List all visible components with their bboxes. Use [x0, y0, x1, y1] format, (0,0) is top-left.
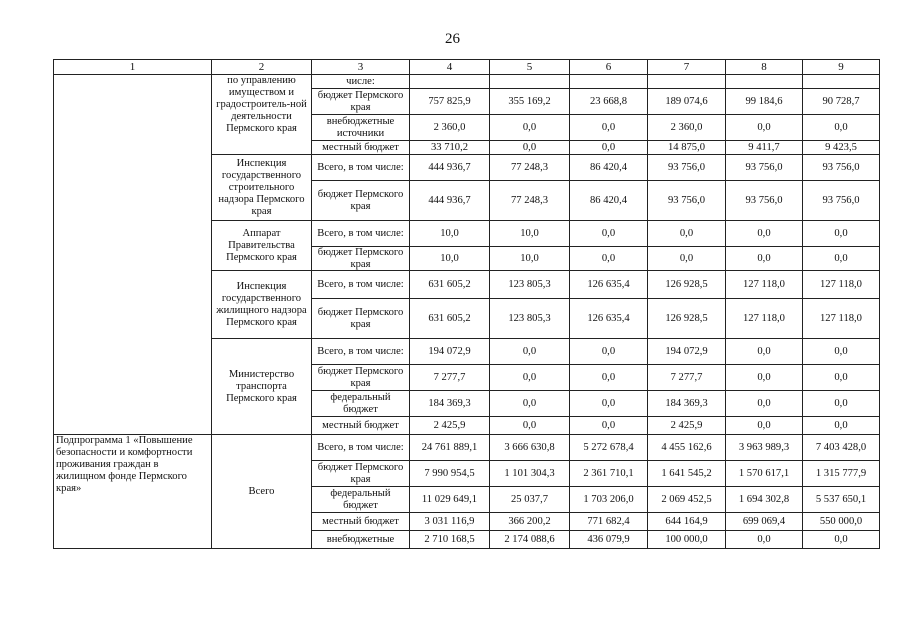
value-cell: 0,0 — [490, 365, 570, 391]
value-cell: 2 069 452,5 — [648, 487, 726, 513]
value-cell: 2 710 168,5 — [410, 531, 490, 549]
value-cell: 0,0 — [490, 115, 570, 141]
value-cell: 0,0 — [803, 115, 880, 141]
value-cell: 3 666 630,8 — [490, 435, 570, 461]
value-cell: 444 936,7 — [410, 155, 490, 181]
value-cell: 1 570 617,1 — [726, 461, 803, 487]
executor-cell: по управлению имуществом и градостроитель-ной деятельности Пермского края — [212, 75, 312, 155]
value-cell: 0,0 — [803, 247, 880, 271]
value-cell — [570, 75, 648, 89]
value-cell: 0,0 — [570, 417, 648, 435]
value-cell: 194 072,9 — [410, 339, 490, 365]
value-cell: 0,0 — [803, 417, 880, 435]
value-cell: 0,0 — [726, 247, 803, 271]
value-cell: 25 037,7 — [490, 487, 570, 513]
value-cell: 0,0 — [648, 247, 726, 271]
source-label: числе: — [312, 75, 410, 89]
value-cell: 2 360,0 — [410, 115, 490, 141]
value-cell: 184 369,3 — [410, 391, 490, 417]
column-header: 1 — [54, 60, 212, 75]
source-label: местный бюджет — [312, 417, 410, 435]
value-cell: 93 756,0 — [803, 155, 880, 181]
value-cell: 0,0 — [490, 391, 570, 417]
value-cell — [490, 75, 570, 89]
value-cell: 93 756,0 — [648, 181, 726, 221]
page-number: 26 — [445, 31, 460, 47]
value-cell: 0,0 — [803, 221, 880, 247]
value-cell: 5 537 650,1 — [803, 487, 880, 513]
source-label: Всего, в том числе: — [312, 221, 410, 247]
value-cell: 10,0 — [410, 221, 490, 247]
executor-cell: Инспекция государственного строительного надзора Пермского края — [212, 155, 312, 221]
value-cell: 0,0 — [726, 221, 803, 247]
value-cell — [648, 75, 726, 89]
value-cell: 123 805,3 — [490, 299, 570, 339]
value-cell: 0,0 — [726, 531, 803, 549]
value-cell: 1 703 206,0 — [570, 487, 648, 513]
value-cell: 0,0 — [570, 247, 648, 271]
value-cell: 189 074,6 — [648, 89, 726, 115]
value-cell: 2 360,0 — [648, 115, 726, 141]
value-cell — [726, 75, 803, 89]
value-cell — [803, 75, 880, 89]
value-cell: 0,0 — [726, 339, 803, 365]
value-cell: 14 875,0 — [648, 141, 726, 155]
value-cell: 444 936,7 — [410, 181, 490, 221]
source-label: местный бюджет — [312, 513, 410, 531]
source-label: федеральный бюджет — [312, 487, 410, 513]
value-cell: 0,0 — [648, 221, 726, 247]
value-cell: 99 184,6 — [726, 89, 803, 115]
value-cell: 2 425,9 — [410, 417, 490, 435]
value-cell: 699 069,4 — [726, 513, 803, 531]
value-cell: 0,0 — [803, 365, 880, 391]
executor-cell: Аппарат Правительства Пермского края — [212, 221, 312, 271]
value-cell: 127 118,0 — [726, 271, 803, 299]
value-cell: 0,0 — [803, 391, 880, 417]
value-cell: 644 164,9 — [648, 513, 726, 531]
value-cell: 0,0 — [726, 417, 803, 435]
source-label: бюджет Пермского края — [312, 181, 410, 221]
value-cell: 2 425,9 — [648, 417, 726, 435]
value-cell: 0,0 — [490, 339, 570, 365]
column-header: 4 — [410, 60, 490, 75]
value-cell: 1 315 777,9 — [803, 461, 880, 487]
value-cell: 0,0 — [803, 531, 880, 549]
value-cell: 0,0 — [570, 365, 648, 391]
value-cell: 771 682,4 — [570, 513, 648, 531]
program-cell: Подпрограмма 1 «Повышение безопасности и комфортности проживания граждан в жилищном фонде Пермского края» — [54, 435, 212, 549]
value-cell: 127 118,0 — [726, 299, 803, 339]
value-cell: 194 072,9 — [648, 339, 726, 365]
source-label: федеральный бюджет — [312, 391, 410, 417]
value-cell: 0,0 — [490, 417, 570, 435]
value-cell: 77 248,3 — [490, 155, 570, 181]
value-cell: 86 420,4 — [570, 181, 648, 221]
value-cell: 3 963 989,3 — [726, 435, 803, 461]
value-cell: 631 605,2 — [410, 299, 490, 339]
value-cell: 10,0 — [410, 247, 490, 271]
value-cell: 4 455 162,6 — [648, 435, 726, 461]
value-cell: 0,0 — [570, 141, 648, 155]
value-cell — [410, 75, 490, 89]
source-label: Всего, в том числе: — [312, 155, 410, 181]
value-cell: 127 118,0 — [803, 299, 880, 339]
value-cell: 550 000,0 — [803, 513, 880, 531]
source-label: Всего, в том числе: — [312, 435, 410, 461]
value-cell: 1 101 304,3 — [490, 461, 570, 487]
value-cell: 0,0 — [726, 365, 803, 391]
value-cell: 436 079,9 — [570, 531, 648, 549]
column-header: 9 — [803, 60, 880, 75]
value-cell: 10,0 — [490, 247, 570, 271]
value-cell: 7 277,7 — [410, 365, 490, 391]
value-cell: 11 029 649,1 — [410, 487, 490, 513]
value-cell: 100 000,0 — [648, 531, 726, 549]
value-cell: 366 200,2 — [490, 513, 570, 531]
value-cell: 90 728,7 — [803, 89, 880, 115]
value-cell: 0,0 — [570, 391, 648, 417]
column-header: 7 — [648, 60, 726, 75]
program-cell-empty — [54, 75, 212, 435]
value-cell: 184 369,3 — [648, 391, 726, 417]
value-cell: 127 118,0 — [803, 271, 880, 299]
value-cell: 2 361 710,1 — [570, 461, 648, 487]
executor-cell: Министерство транспорта Пермского края — [212, 339, 312, 435]
value-cell: 24 761 889,1 — [410, 435, 490, 461]
table-row — [54, 75, 880, 89]
value-cell: 757 825,9 — [410, 89, 490, 115]
value-cell: 0,0 — [726, 391, 803, 417]
value-cell: 86 420,4 — [570, 155, 648, 181]
value-cell: 93 756,0 — [803, 181, 880, 221]
source-label: бюджет Пермского края — [312, 365, 410, 391]
value-cell: 93 756,0 — [726, 155, 803, 181]
value-cell: 7 990 954,5 — [410, 461, 490, 487]
value-cell: 0,0 — [726, 115, 803, 141]
table-body — [54, 60, 880, 549]
column-header: 3 — [312, 60, 410, 75]
value-cell: 7 277,7 — [648, 365, 726, 391]
column-header: 5 — [490, 60, 570, 75]
value-cell: 0,0 — [490, 141, 570, 155]
source-label: бюджет Пермского края — [312, 299, 410, 339]
value-cell: 2 174 088,6 — [490, 531, 570, 549]
source-label: Всего, в том числе: — [312, 339, 410, 365]
source-label: бюджет Пермского края — [312, 461, 410, 487]
column-header: 8 — [726, 60, 803, 75]
value-cell: 126 928,5 — [648, 271, 726, 299]
value-cell: 0,0 — [570, 339, 648, 365]
value-cell: 93 756,0 — [648, 155, 726, 181]
executor-cell: Инспекция государственного жилищного надзора Пермского края — [212, 271, 312, 339]
value-cell: 5 272 678,4 — [570, 435, 648, 461]
value-cell: 0,0 — [570, 115, 648, 141]
value-cell: 355 169,2 — [490, 89, 570, 115]
column-header: 6 — [570, 60, 648, 75]
source-label: внебюджетные — [312, 531, 410, 549]
value-cell: 9 423,5 — [803, 141, 880, 155]
value-cell: 77 248,3 — [490, 181, 570, 221]
value-cell: 0,0 — [570, 221, 648, 247]
value-cell: 1 694 302,8 — [726, 487, 803, 513]
source-label: бюджет Пермского края — [312, 247, 410, 271]
value-cell: 7 403 428,0 — [803, 435, 880, 461]
value-cell: 1 641 545,2 — [648, 461, 726, 487]
value-cell: 3 031 116,9 — [410, 513, 490, 531]
value-cell: 123 805,3 — [490, 271, 570, 299]
table-row — [54, 435, 880, 461]
source-label: местный бюджет — [312, 141, 410, 155]
source-label: Всего, в том числе: — [312, 271, 410, 299]
value-cell: 631 605,2 — [410, 271, 490, 299]
column-header: 2 — [212, 60, 312, 75]
executor-cell: Всего — [212, 435, 312, 549]
source-label: бюджет Пермского края — [312, 89, 410, 115]
budget-table — [53, 59, 880, 549]
value-cell: 0,0 — [803, 339, 880, 365]
header-row — [54, 60, 880, 75]
value-cell: 126 928,5 — [648, 299, 726, 339]
value-cell: 126 635,4 — [570, 271, 648, 299]
value-cell: 33 710,2 — [410, 141, 490, 155]
value-cell: 23 668,8 — [570, 89, 648, 115]
value-cell: 9 411,7 — [726, 141, 803, 155]
value-cell: 10,0 — [490, 221, 570, 247]
value-cell: 93 756,0 — [726, 181, 803, 221]
source-label: внебюджетные источники — [312, 115, 410, 141]
value-cell: 126 635,4 — [570, 299, 648, 339]
